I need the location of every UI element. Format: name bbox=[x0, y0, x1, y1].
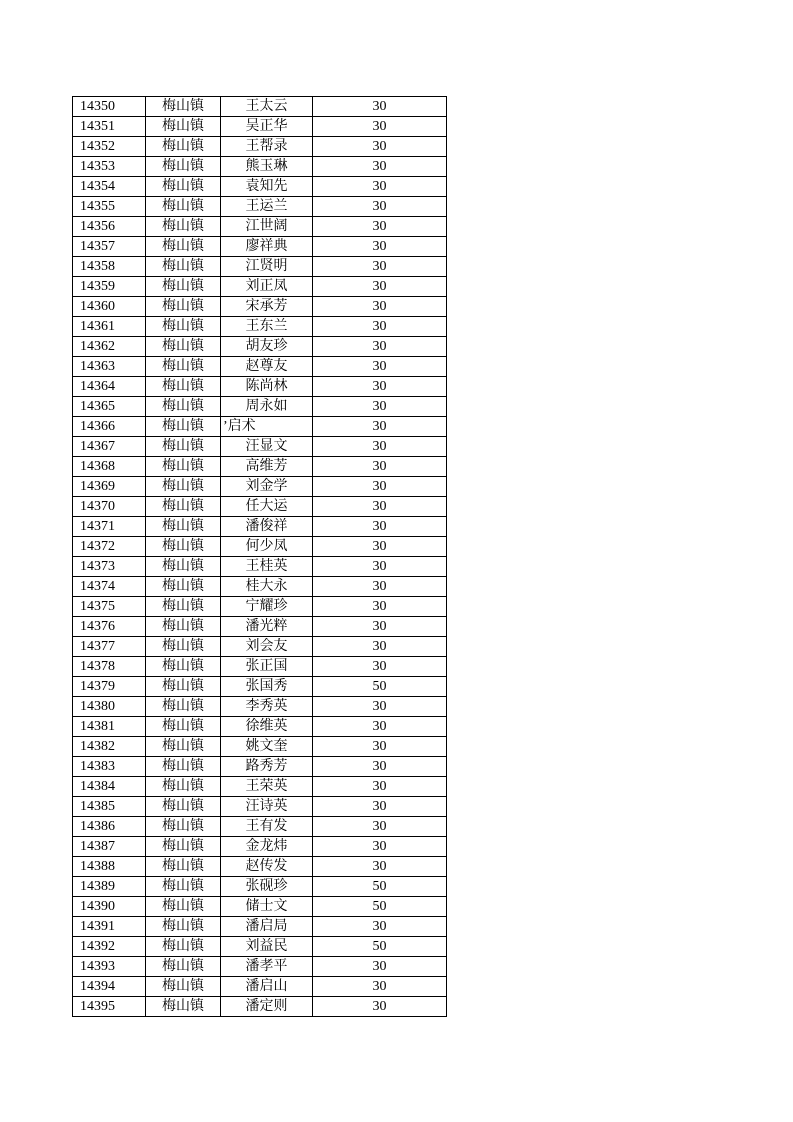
amount-cell: 30 bbox=[313, 857, 447, 877]
table-row bbox=[73, 857, 447, 877]
name-cell: 金龙炜 bbox=[221, 837, 313, 857]
row-id-cell: 14394 bbox=[73, 977, 146, 997]
name-cell: 胡友珍 bbox=[221, 337, 313, 357]
table-row bbox=[73, 337, 447, 357]
town-cell: 梅山镇 bbox=[146, 297, 221, 317]
row-id-cell: 14352 bbox=[73, 137, 146, 157]
name-cell: 王帮录 bbox=[221, 137, 313, 157]
name-cell: 李秀英 bbox=[221, 697, 313, 717]
amount-cell: 30 bbox=[313, 537, 447, 557]
table-body bbox=[73, 97, 447, 1017]
amount-cell: 30 bbox=[313, 657, 447, 677]
town-cell: 梅山镇 bbox=[146, 897, 221, 917]
row-id-cell: 14369 bbox=[73, 477, 146, 497]
town-cell: 梅山镇 bbox=[146, 317, 221, 337]
row-id-cell: 14379 bbox=[73, 677, 146, 697]
row-id-cell: 14351 bbox=[73, 117, 146, 137]
amount-cell: 30 bbox=[313, 997, 447, 1017]
town-cell: 梅山镇 bbox=[146, 757, 221, 777]
amount-cell: 30 bbox=[313, 437, 447, 457]
name-cell: 赵传发 bbox=[221, 857, 313, 877]
town-cell: 梅山镇 bbox=[146, 197, 221, 217]
name-cell: 潘定则 bbox=[221, 997, 313, 1017]
town-cell: 梅山镇 bbox=[146, 737, 221, 757]
amount-cell: 30 bbox=[313, 97, 447, 117]
amount-cell: 30 bbox=[313, 177, 447, 197]
table-row bbox=[73, 997, 447, 1017]
town-cell: 梅山镇 bbox=[146, 177, 221, 197]
town-cell: 梅山镇 bbox=[146, 717, 221, 737]
name-cell: 江贤明 bbox=[221, 257, 313, 277]
town-cell: 梅山镇 bbox=[146, 877, 221, 897]
row-id-cell: 14390 bbox=[73, 897, 146, 917]
row-id-cell: 14387 bbox=[73, 837, 146, 857]
amount-cell: 30 bbox=[313, 417, 447, 437]
town-cell: 梅山镇 bbox=[146, 957, 221, 977]
row-id-cell: 14382 bbox=[73, 737, 146, 757]
table-row bbox=[73, 717, 447, 737]
amount-cell: 30 bbox=[313, 617, 447, 637]
town-cell: 梅山镇 bbox=[146, 257, 221, 277]
table-row bbox=[73, 437, 447, 457]
town-cell: 梅山镇 bbox=[146, 697, 221, 717]
amount-cell: 30 bbox=[313, 237, 447, 257]
table-row bbox=[73, 457, 447, 477]
name-cell: 熊玉琳 bbox=[221, 157, 313, 177]
town-cell: 梅山镇 bbox=[146, 277, 221, 297]
town-cell: 梅山镇 bbox=[146, 217, 221, 237]
row-id-cell: 14388 bbox=[73, 857, 146, 877]
table-row bbox=[73, 537, 447, 557]
table-row bbox=[73, 137, 447, 157]
town-cell: 梅山镇 bbox=[146, 817, 221, 837]
table-row bbox=[73, 637, 447, 657]
table-row bbox=[73, 397, 447, 417]
table-row bbox=[73, 197, 447, 217]
table-row bbox=[73, 797, 447, 817]
table-row bbox=[73, 577, 447, 597]
table-row bbox=[73, 937, 447, 957]
amount-cell: 30 bbox=[313, 817, 447, 837]
amount-cell: 30 bbox=[313, 597, 447, 617]
amount-cell: 50 bbox=[313, 937, 447, 957]
town-cell: 梅山镇 bbox=[146, 497, 221, 517]
amount-cell: 30 bbox=[313, 377, 447, 397]
row-id-cell: 14392 bbox=[73, 937, 146, 957]
town-cell: 梅山镇 bbox=[146, 917, 221, 937]
table-row bbox=[73, 177, 447, 197]
town-cell: 梅山镇 bbox=[146, 157, 221, 177]
amount-cell: 50 bbox=[313, 877, 447, 897]
amount-cell: 30 bbox=[313, 837, 447, 857]
town-cell: 梅山镇 bbox=[146, 937, 221, 957]
name-cell: 王荣英 bbox=[221, 777, 313, 797]
amount-cell: 30 bbox=[313, 777, 447, 797]
table-row bbox=[73, 557, 447, 577]
row-id-cell: 14395 bbox=[73, 997, 146, 1017]
town-cell: 梅山镇 bbox=[146, 97, 221, 117]
row-id-cell: 14377 bbox=[73, 637, 146, 657]
table-row bbox=[73, 117, 447, 137]
row-id-cell: 14350 bbox=[73, 97, 146, 117]
table-row bbox=[73, 497, 447, 517]
town-cell: 梅山镇 bbox=[146, 597, 221, 617]
data-table bbox=[72, 96, 447, 1017]
row-id-cell: 14364 bbox=[73, 377, 146, 397]
table-row bbox=[73, 757, 447, 777]
name-cell: 张砚珍 bbox=[221, 877, 313, 897]
row-id-cell: 14376 bbox=[73, 617, 146, 637]
town-cell: 梅山镇 bbox=[146, 977, 221, 997]
name-cell: 姚文奎 bbox=[221, 737, 313, 757]
row-id-cell: 14371 bbox=[73, 517, 146, 537]
table-row bbox=[73, 157, 447, 177]
amount-cell: 30 bbox=[313, 757, 447, 777]
amount-cell: 30 bbox=[313, 557, 447, 577]
amount-cell: 30 bbox=[313, 577, 447, 597]
table-row bbox=[73, 357, 447, 377]
name-cell: 周永如 bbox=[221, 397, 313, 417]
row-id-cell: 14389 bbox=[73, 877, 146, 897]
table-row bbox=[73, 697, 447, 717]
row-id-cell: 14385 bbox=[73, 797, 146, 817]
table-row bbox=[73, 657, 447, 677]
row-id-cell: 14373 bbox=[73, 557, 146, 577]
row-id-cell: 14381 bbox=[73, 717, 146, 737]
town-cell: 梅山镇 bbox=[146, 537, 221, 557]
table-row bbox=[73, 97, 447, 117]
name-cell: 刘会友 bbox=[221, 637, 313, 657]
name-cell: 潘光粹 bbox=[221, 617, 313, 637]
table-row bbox=[73, 377, 447, 397]
town-cell: 梅山镇 bbox=[146, 377, 221, 397]
town-cell: 梅山镇 bbox=[146, 337, 221, 357]
town-cell: 梅山镇 bbox=[146, 637, 221, 657]
name-cell: 储士文 bbox=[221, 897, 313, 917]
town-cell: 梅山镇 bbox=[146, 477, 221, 497]
name-cell: 徐维英 bbox=[221, 717, 313, 737]
town-cell: 梅山镇 bbox=[146, 457, 221, 477]
name-cell: 潘启局 bbox=[221, 917, 313, 937]
table-row bbox=[73, 917, 447, 937]
town-cell: 梅山镇 bbox=[146, 517, 221, 537]
row-id-cell: 14363 bbox=[73, 357, 146, 377]
table-row bbox=[73, 677, 447, 697]
amount-cell: 30 bbox=[313, 917, 447, 937]
amount-cell: 30 bbox=[313, 257, 447, 277]
table-row bbox=[73, 517, 447, 537]
town-cell: 梅山镇 bbox=[146, 357, 221, 377]
amount-cell: 50 bbox=[313, 677, 447, 697]
town-cell: 梅山镇 bbox=[146, 677, 221, 697]
row-id-cell: 14375 bbox=[73, 597, 146, 617]
town-cell: 梅山镇 bbox=[146, 237, 221, 257]
name-cell: 江世阔 bbox=[221, 217, 313, 237]
amount-cell: 30 bbox=[313, 197, 447, 217]
table-row bbox=[73, 277, 447, 297]
amount-cell: 30 bbox=[313, 737, 447, 757]
row-id-cell: 14391 bbox=[73, 917, 146, 937]
name-cell: 廖祥典 bbox=[221, 237, 313, 257]
row-id-cell: 14372 bbox=[73, 537, 146, 557]
row-id-cell: 14367 bbox=[73, 437, 146, 457]
amount-cell: 30 bbox=[313, 717, 447, 737]
row-id-cell: 14380 bbox=[73, 697, 146, 717]
row-id-cell: 14360 bbox=[73, 297, 146, 317]
row-id-cell: 14358 bbox=[73, 257, 146, 277]
amount-cell: 30 bbox=[313, 337, 447, 357]
amount-cell: 30 bbox=[313, 157, 447, 177]
table-row bbox=[73, 597, 447, 617]
name-cell: 刘益民 bbox=[221, 937, 313, 957]
amount-cell: 30 bbox=[313, 277, 447, 297]
row-id-cell: 14393 bbox=[73, 957, 146, 977]
amount-cell: 30 bbox=[313, 517, 447, 537]
amount-cell: 30 bbox=[313, 217, 447, 237]
row-id-cell: 14368 bbox=[73, 457, 146, 477]
table-row bbox=[73, 617, 447, 637]
table-row bbox=[73, 477, 447, 497]
name-cell: 刘正凤 bbox=[221, 277, 313, 297]
table-row bbox=[73, 237, 447, 257]
name-cell: 赵尊友 bbox=[221, 357, 313, 377]
amount-cell: 30 bbox=[313, 317, 447, 337]
name-cell: 汪诗英 bbox=[221, 797, 313, 817]
row-id-cell: 14353 bbox=[73, 157, 146, 177]
name-cell: 潘孝平 bbox=[221, 957, 313, 977]
row-id-cell: 14378 bbox=[73, 657, 146, 677]
amount-cell: 30 bbox=[313, 357, 447, 377]
name-cell: 汪显文 bbox=[221, 437, 313, 457]
amount-cell: 30 bbox=[313, 957, 447, 977]
amount-cell: 30 bbox=[313, 977, 447, 997]
town-cell: 梅山镇 bbox=[146, 437, 221, 457]
amount-cell: 30 bbox=[313, 797, 447, 817]
town-cell: 梅山镇 bbox=[146, 577, 221, 597]
amount-cell: 30 bbox=[313, 477, 447, 497]
row-id-cell: 14354 bbox=[73, 177, 146, 197]
amount-cell: 30 bbox=[313, 697, 447, 717]
name-cell: 宁耀珍 bbox=[221, 597, 313, 617]
town-cell: 梅山镇 bbox=[146, 397, 221, 417]
name-cell: 王桂英 bbox=[221, 557, 313, 577]
row-id-cell: 14383 bbox=[73, 757, 146, 777]
town-cell: 梅山镇 bbox=[146, 777, 221, 797]
row-id-cell: 14370 bbox=[73, 497, 146, 517]
row-id-cell: 14384 bbox=[73, 777, 146, 797]
name-cell: 桂大永 bbox=[221, 577, 313, 597]
town-cell: 梅山镇 bbox=[146, 997, 221, 1017]
name-cell: 王太云 bbox=[221, 97, 313, 117]
town-cell: 梅山镇 bbox=[146, 417, 221, 437]
table-row bbox=[73, 957, 447, 977]
table-row bbox=[73, 897, 447, 917]
name-cell: 路秀芳 bbox=[221, 757, 313, 777]
name-cell: 高维芳 bbox=[221, 457, 313, 477]
name-cell: 吴正华 bbox=[221, 117, 313, 137]
table-row bbox=[73, 837, 447, 857]
row-id-cell: 14357 bbox=[73, 237, 146, 257]
town-cell: 梅山镇 bbox=[146, 557, 221, 577]
amount-cell: 30 bbox=[313, 397, 447, 417]
town-cell: 梅山镇 bbox=[146, 137, 221, 157]
name-cell: 刘金学 bbox=[221, 477, 313, 497]
name-cell: 王有发 bbox=[221, 817, 313, 837]
table-row bbox=[73, 297, 447, 317]
name-cell: 潘启山 bbox=[221, 977, 313, 997]
row-id-cell: 14362 bbox=[73, 337, 146, 357]
town-cell: 梅山镇 bbox=[146, 857, 221, 877]
table-row bbox=[73, 217, 447, 237]
amount-cell: 30 bbox=[313, 497, 447, 517]
amount-cell: 30 bbox=[313, 117, 447, 137]
row-id-cell: 14374 bbox=[73, 577, 146, 597]
row-id-cell: 14365 bbox=[73, 397, 146, 417]
name-cell: 王运兰 bbox=[221, 197, 313, 217]
amount-cell: 30 bbox=[313, 457, 447, 477]
row-id-cell: 14366 bbox=[73, 417, 146, 437]
amount-cell: 30 bbox=[313, 637, 447, 657]
table-row bbox=[73, 417, 447, 437]
row-id-cell: 14356 bbox=[73, 217, 146, 237]
table-row bbox=[73, 737, 447, 757]
table-row bbox=[73, 817, 447, 837]
town-cell: 梅山镇 bbox=[146, 797, 221, 817]
name-cell: 陈尚林 bbox=[221, 377, 313, 397]
name-cell: 张正国 bbox=[221, 657, 313, 677]
name-cell: 何少凤 bbox=[221, 537, 313, 557]
name-cell: 任大运 bbox=[221, 497, 313, 517]
row-id-cell: 14355 bbox=[73, 197, 146, 217]
name-cell: 袁知先 bbox=[221, 177, 313, 197]
name-cell: 王东兰 bbox=[221, 317, 313, 337]
amount-cell: 30 bbox=[313, 137, 447, 157]
amount-cell: 50 bbox=[313, 897, 447, 917]
name-cell: 宋承芳 bbox=[221, 297, 313, 317]
table-row bbox=[73, 317, 447, 337]
town-cell: 梅山镇 bbox=[146, 617, 221, 637]
table-row bbox=[73, 877, 447, 897]
name-cell: 潘俊祥 bbox=[221, 517, 313, 537]
amount-cell: 30 bbox=[313, 297, 447, 317]
name-cell: ’启术 bbox=[221, 417, 313, 437]
name-cell: 张国秀 bbox=[221, 677, 313, 697]
row-id-cell: 14361 bbox=[73, 317, 146, 337]
row-id-cell: 14386 bbox=[73, 817, 146, 837]
town-cell: 梅山镇 bbox=[146, 117, 221, 137]
table-row bbox=[73, 977, 447, 997]
town-cell: 梅山镇 bbox=[146, 657, 221, 677]
town-cell: 梅山镇 bbox=[146, 837, 221, 857]
table-row bbox=[73, 777, 447, 797]
table-row bbox=[73, 257, 447, 277]
row-id-cell: 14359 bbox=[73, 277, 146, 297]
